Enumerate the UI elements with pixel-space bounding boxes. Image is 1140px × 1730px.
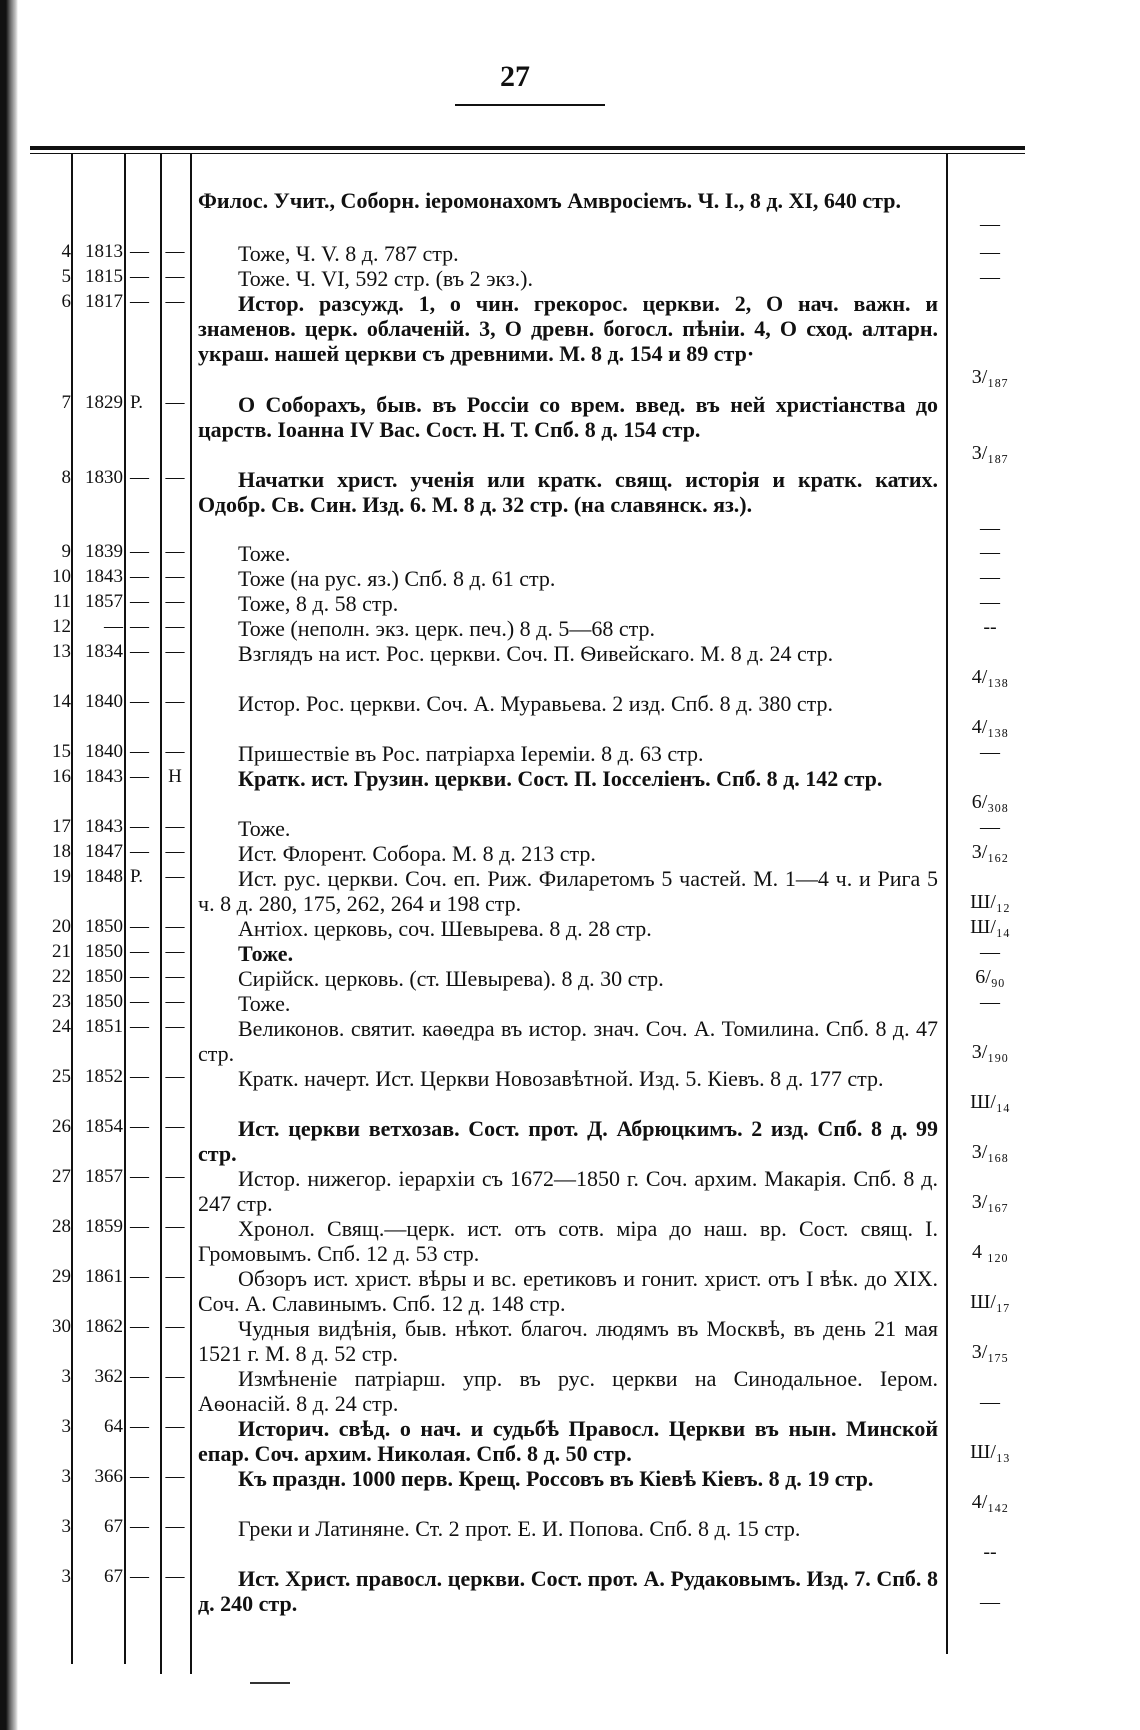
entry-year: 1843: [85, 766, 123, 787]
entry-mark-secondary: —: [165, 841, 185, 862]
entry-number: 9: [61, 541, 71, 562]
entry-price: --: [983, 1541, 997, 1563]
entry-title: Взглядъ на ист. Рос. церкви. Соч. П. Ѳивейскаго. М. 8 д. 24 стр.: [238, 641, 834, 666]
page-number: 27: [500, 60, 530, 93]
entry-number: 27: [52, 1166, 71, 1187]
entry-price: —: [980, 266, 1000, 288]
entry-mark: —: [130, 291, 149, 312]
entry-mark-secondary: —: [165, 1416, 185, 1437]
print-mark: [250, 1682, 290, 1684]
entry-year: 1859: [85, 1216, 123, 1237]
entry-number: 4: [61, 241, 71, 262]
entry-title: Антіох. церковь, соч. Шевырева. 8 д. 28 стр.: [238, 916, 652, 941]
entry-mark-secondary: —: [165, 1216, 185, 1237]
entry-mark: —: [130, 916, 149, 937]
entry-title: Чудныя видѣнія, быв. нѣкот. благоч. людямъ въ Москвѣ, въ день 21 мая 1521 г. М. 8 д. 52 стр.: [198, 1316, 938, 1366]
entry-year: 1839: [85, 541, 123, 562]
entry-year: 1817: [85, 291, 123, 312]
entry-title: Тоже (неполн. экз. церк. печ.) 8 д. 5—68 стр.: [238, 616, 655, 641]
entry-price: 3/₁₆₈: [971, 1141, 1009, 1163]
entry-mark: —: [130, 1466, 149, 1487]
entry-year: 1850: [85, 991, 123, 1012]
entry-price: —: [980, 816, 1000, 838]
entry-title: Сирійск. церковь. (ст. Шевырева). 8 д. 30 стр.: [238, 966, 664, 991]
entry-mark: —: [130, 1116, 149, 1137]
entry-title: Ист. рус. церкви. Соч. еп. Риж. Филаретомъ 5 частей. М. 1—4 ч. и Рига 5 ч. 8 д. 280, 175, 262, 264 и 198 стр.: [198, 866, 938, 916]
entry-mark: —: [130, 266, 149, 287]
entry-number: 10: [52, 566, 71, 587]
entry-price: —: [980, 517, 1000, 539]
entry-year: 1843: [85, 566, 123, 587]
entry-mark-secondary: —: [165, 641, 185, 662]
entry-mark-secondary: —: [165, 1366, 185, 1387]
entry-year: 362: [94, 1366, 123, 1387]
entry-mark: —: [130, 841, 149, 862]
entry-year: 1843: [85, 816, 123, 837]
entry-number: 7: [61, 392, 71, 413]
entry-number: 30: [52, 1316, 71, 1337]
entry-number: 14: [52, 691, 71, 712]
entry-price: —: [980, 1391, 1000, 1413]
entry-mark-secondary: —: [165, 1466, 185, 1487]
entry-title: Измѣненіе патріарш. упр. въ рус. церкви на Синодальное. Іером. Аѳонасій. 8 д. 24 стр.: [198, 1366, 938, 1416]
entry-year: 1830: [85, 467, 123, 488]
entry-title: Истор. разсужд. 1, о чин. грекорос. церкви. 2, О нач. важн. и знаменов. церк. облаченій. 3, О древн. богосл. пѣніи. 4, О сход. алтарн. украш. нашей церкви съ древними. М. 8 д. 154 и 89 стр·: [198, 291, 938, 366]
entry-number: 23: [52, 991, 71, 1012]
entry-mark-secondary: —: [165, 691, 185, 712]
entry-mark: —: [130, 691, 149, 712]
entry-number: 13: [52, 641, 71, 662]
entry-title: Великонов. святит. каѳедра въ истор. знач. Соч. А. Томилина. Спб. 8 д. 47 стр.: [198, 1016, 938, 1066]
entry-title: Истор. Рос. церкви. Соч. А. Муравьева. 2 изд. Спб. 8 д. 380 стр.: [238, 691, 833, 716]
column-divider-price: [946, 154, 948, 1654]
entry-title: Ист. Флорент. Собора. М. 8 д. 213 стр.: [238, 841, 596, 866]
entry-price: --: [983, 616, 997, 638]
entry-price: —: [980, 1591, 1000, 1613]
entry-year: 1829: [85, 392, 123, 413]
entry-number: 5: [61, 266, 71, 287]
entry-price: —: [980, 541, 1000, 563]
entry-price: —: [980, 566, 1000, 588]
entry-number: 15: [52, 741, 71, 762]
entry-price: Ш/₁₃: [970, 1441, 1010, 1463]
entry-mark-secondary: —: [165, 291, 185, 312]
entry-mark-secondary: —: [165, 266, 185, 287]
entry-mark: —: [130, 641, 149, 662]
entry-mark-secondary: —: [165, 1116, 185, 1137]
entry-year: 67: [104, 1516, 123, 1537]
table-top-rule-thin: [30, 153, 1025, 154]
entry-mark-secondary: —: [165, 1166, 185, 1187]
entry-year: 1847: [85, 841, 123, 862]
entry-year: 1848: [85, 866, 123, 887]
entry-mark: —: [130, 1416, 149, 1437]
entry-mark: —: [130, 241, 149, 262]
entry-title: Тоже.: [238, 991, 291, 1016]
entry-number: 29: [52, 1266, 71, 1287]
entry-mark-secondary: —: [165, 941, 185, 962]
entry-number: 20: [52, 916, 71, 937]
entry-number: 28: [52, 1216, 71, 1237]
entry-number: 3: [61, 1516, 71, 1537]
entry-mark-secondary: —: [165, 541, 185, 562]
entry-title: Къ праздн. 1000 перв. Крещ. Россовъ въ Кіевѣ Кіевъ. 8 д. 19 стр.: [238, 1466, 874, 1491]
entry-title: Тоже (на рус. яз.) Спб. 8 д. 61 стр.: [238, 566, 556, 591]
entry-number: 25: [52, 1066, 71, 1087]
entry-mark: —: [130, 1266, 149, 1287]
column-divider-mark1: [160, 154, 162, 1674]
entry-number: 22: [52, 966, 71, 987]
entry-mark: —: [130, 1516, 149, 1537]
entry-title: Хронол. Свящ.—церк. ист. отъ сотв. міра до наш. вр. Сост. свящ. І. Громовымъ. Спб. 12 д. 53 стр.: [198, 1216, 938, 1266]
entry-price: —: [980, 991, 1000, 1013]
entry-price: 4/₁₄₂: [971, 1491, 1009, 1513]
entry-year: 64: [104, 1416, 123, 1437]
column-divider-mark2: [190, 154, 192, 1674]
entry-year: 1861: [85, 1266, 123, 1287]
entry-number: 26: [52, 1116, 71, 1137]
entry-year: 1850: [85, 916, 123, 937]
entry-price: 4 ₁₂₀: [972, 1241, 1008, 1263]
entry-year: 1857: [85, 1166, 123, 1187]
entry-price: 3/₁₈₇: [971, 442, 1009, 464]
entry-mark: —: [130, 741, 149, 762]
entry-year: 1840: [85, 741, 123, 762]
entry-mark: —: [130, 1316, 149, 1337]
entry-year: 1840: [85, 691, 123, 712]
entry-mark: Р.: [130, 866, 143, 887]
entry-title: Начатки христ. ученія или кратк. свящ. исторія и кратк. катих. Одобр. Св. Син. Изд. 6. М. 8 д. 32 стр. (на славянск. яз.).: [198, 467, 938, 517]
entry-price: —: [980, 941, 1000, 963]
entry-mark: —: [130, 1366, 149, 1387]
entry-price: 3/₁₇₅: [971, 1341, 1009, 1363]
entry-price: Ш/₁₄: [970, 1091, 1010, 1113]
entry-year: 1857: [85, 591, 123, 612]
entry-number: 3: [61, 1566, 71, 1587]
entry-mark-secondary: —: [165, 1266, 185, 1287]
entry-mark: —: [130, 1066, 149, 1087]
entry-price: —: [980, 591, 1000, 613]
entry-price: —: [980, 241, 1000, 263]
entry-mark-secondary: —: [165, 741, 185, 762]
entry-number: 8: [61, 467, 71, 488]
entry-number: 18: [52, 841, 71, 862]
entry-price: 4/₁₃₈: [971, 716, 1009, 738]
entry-price: Ш/₁₂: [970, 891, 1010, 913]
entry-year: 366: [94, 1466, 123, 1487]
entry-year: 1862: [85, 1316, 123, 1337]
entry-title: Тоже, Ч. V. 8 д. 787 стр.: [238, 241, 459, 266]
entry-title: Тоже.: [238, 941, 294, 966]
entry-mark-secondary: —: [165, 1066, 185, 1087]
entry-title: Ист. церкви ветхозав. Сост. прот. Д. Абрюцкимъ. 2 изд. Спб. 8 д. 99 стр.: [198, 1116, 938, 1166]
entry-number: 3: [61, 1466, 71, 1487]
entry-mark: —: [130, 566, 149, 587]
entry-mark-secondary: —: [165, 966, 185, 987]
entry-mark: —: [130, 941, 149, 962]
entry-price: 4/₁₃₈: [971, 666, 1009, 688]
entry-mark: —: [130, 816, 149, 837]
entry-mark: —: [130, 541, 149, 562]
entry-title: Истор. нижегор. іерархіи съ 1672—1850 г. Соч. архим. Макарія. Спб. 8 д. 247 стр.: [198, 1166, 938, 1216]
entry-price: 3/₁₆₂: [971, 841, 1009, 863]
entry-mark: —: [130, 991, 149, 1012]
entry-year: 1851: [85, 1016, 123, 1037]
entry-number: 21: [52, 941, 71, 962]
entry-number: 12: [52, 616, 71, 637]
entry-title: Пришествіе въ Рос. патріарха Іереміи. 8 д. 63 стр.: [238, 741, 704, 766]
entry-mark-secondary: —: [165, 991, 185, 1012]
entry-mark-secondary: —: [165, 1016, 185, 1037]
entry-title: Тоже.: [238, 816, 291, 841]
entry-mark-secondary: —: [165, 816, 185, 837]
entry-title: Греки и Латиняне. Ст. 2 прот. Е. И. Попова. Спб. 8 д. 15 стр.: [238, 1516, 801, 1541]
entry-price: 6/₉₀: [975, 966, 1005, 988]
entry-mark-secondary: —: [165, 591, 185, 612]
entry-price: Ш/₁₇: [970, 1291, 1010, 1313]
entry-mark-secondary: Н: [168, 766, 182, 787]
entry-title: Обзоръ ист. христ. вѣры и вс. еретиковъ и гонит. христ. отъ I вѣк. до XIX. Соч. А. Славинымъ. Спб. 12 д. 148 стр.: [198, 1266, 938, 1316]
entry-mark: —: [130, 1216, 149, 1237]
entry-year: 1854: [85, 1116, 123, 1137]
entry-mark: —: [130, 1166, 149, 1187]
entry-number: 3: [61, 1366, 71, 1387]
entry-mark: —: [130, 1566, 149, 1587]
table-top-rule: [30, 146, 1025, 150]
entry-mark: —: [130, 467, 149, 488]
entry-price: 3/₁₆₇: [971, 1191, 1009, 1213]
entry-mark-secondary: —: [165, 1316, 185, 1337]
entry-mark-secondary: —: [165, 1566, 185, 1587]
entry-year: 1850: [85, 966, 123, 987]
entry-title: Ист. Христ. правосл. церкви. Сост. прот. А. Рудаковымъ. Изд. 7. Спб. 8 д. 240 стр.: [198, 1566, 938, 1616]
entry-mark: —: [130, 616, 149, 637]
entry-year: 1813: [85, 241, 123, 262]
entry-number: 19: [52, 866, 71, 887]
entry-number: 6: [61, 291, 71, 312]
entry-title: Филос. Учит., Соборн. іеромонахомъ Амвросіемъ. Ч. I., 8 д. XI, 640 стр.: [198, 188, 901, 213]
entry-mark-secondary: —: [165, 241, 185, 262]
entry-year: 1815: [85, 266, 123, 287]
entry-number: 17: [52, 816, 71, 837]
entry-price: 6/₃₀₈: [971, 791, 1009, 813]
entry-number: 3: [61, 1416, 71, 1437]
entry-mark: —: [130, 591, 149, 612]
entry-title: О Соборахъ, быв. въ Россіи со врем. введ. въ ней христіанства до царств. Іоанна IV Вас. Сост. Н. Т. Спб. 8 д. 154 стр.: [198, 392, 938, 442]
entry-price: 3/₁₈₇: [971, 366, 1009, 388]
entry-title: Историч. свѣд. о нач. и судьбѣ Правосл. Церкви въ нын. Минской епар. Соч. архим. Николая. Спб. 8 д. 50 стр.: [198, 1416, 938, 1466]
entry-mark: Р.: [130, 392, 143, 413]
entry-mark-secondary: —: [165, 616, 185, 637]
entry-mark-secondary: —: [165, 392, 185, 413]
entry-year: 67: [104, 1566, 123, 1587]
entry-mark: —: [130, 966, 149, 987]
entry-mark: —: [130, 1016, 149, 1037]
entry-mark-secondary: —: [165, 916, 185, 937]
entry-price: 3/₁₉₀: [971, 1041, 1009, 1063]
page-binding-edge: [0, 0, 18, 1730]
entry-mark-secondary: —: [165, 467, 185, 488]
entry-year: 1852: [85, 1066, 123, 1087]
entry-title: Тоже. Ч. VI, 592 стр. (въ 2 экз.).: [238, 266, 533, 291]
entry-mark-secondary: —: [165, 1516, 185, 1537]
entry-title: Кратк. начерт. Ист. Церкви Новозавѣтной. Изд. 5. Кіевъ. 8 д. 177 стр.: [238, 1066, 884, 1091]
entry-title: Тоже.: [238, 541, 291, 566]
entry-mark-secondary: —: [165, 866, 185, 887]
entry-number: 24: [52, 1016, 71, 1037]
entry-year: 1834: [85, 641, 123, 662]
entry-price: —: [980, 741, 1000, 763]
entry-number: 11: [52, 591, 71, 612]
entry-number: 16: [52, 766, 71, 787]
entry-title: Тоже, 8 д. 58 стр.: [238, 591, 399, 616]
entry-price: —: [980, 213, 1000, 235]
page-number-rule: [455, 104, 605, 106]
entry-title: Кратк. ист. Грузин. церкви. Сост. П. Іосселіенъ. Спб. 8 д. 142 стр.: [238, 766, 883, 791]
entry-year: —: [104, 616, 123, 637]
entry-year: 1850: [85, 941, 123, 962]
entry-mark: —: [130, 766, 149, 787]
entry-price: Ш/₁₄: [970, 916, 1010, 938]
entry-mark-secondary: —: [165, 566, 185, 587]
